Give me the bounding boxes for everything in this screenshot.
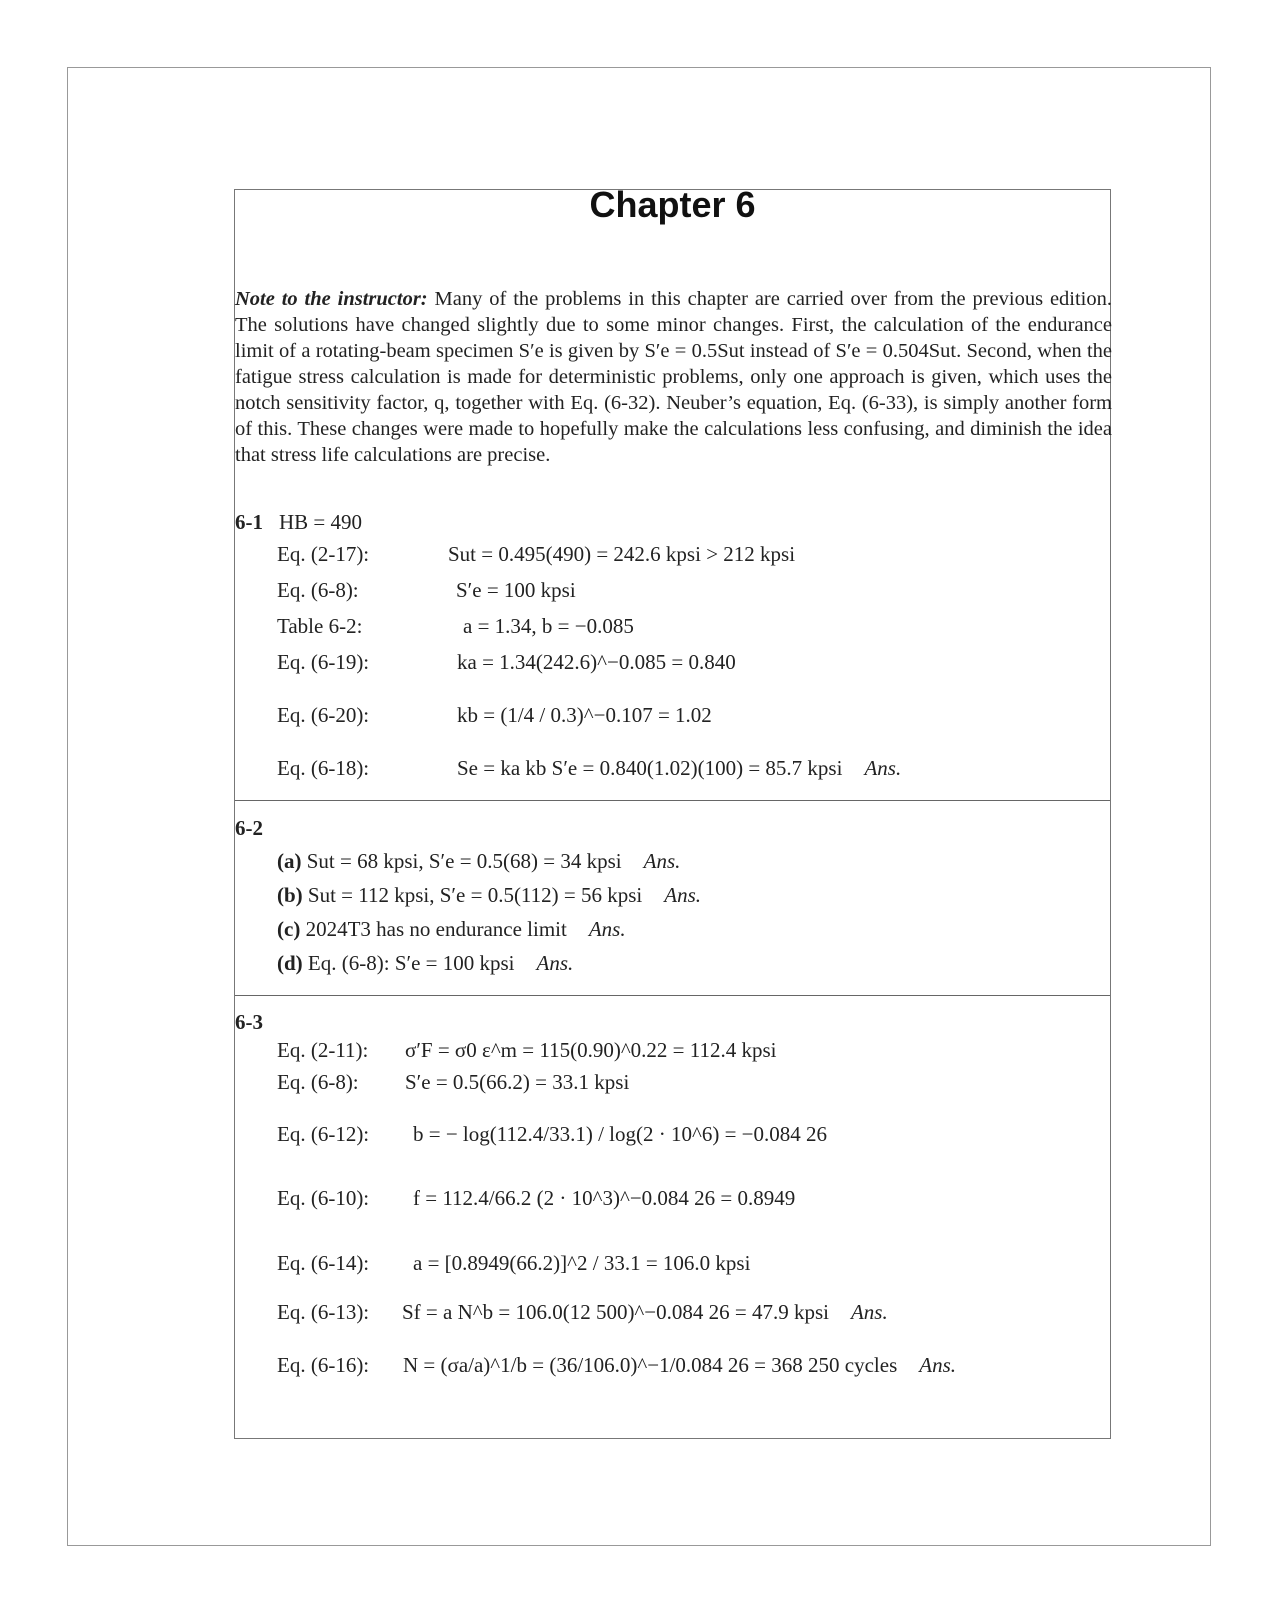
equation: σ′F = σ0 ε^m = 115(0.90)^0.22 = 112.4 kpsi xyxy=(405,1038,777,1062)
equation: f = 112.4/66.2 (2 · 10^3)^−0.084 26 = 0.8949 xyxy=(413,1186,796,1210)
eq-label: Eq. (6-16): xyxy=(277,1353,370,1377)
answer-marker: Ans. xyxy=(643,849,681,873)
equation: a = 1.34, b = −0.085 xyxy=(463,614,634,638)
eq-label: Eq. (6-8): xyxy=(277,1070,359,1094)
part-tag: (b) xyxy=(277,883,303,907)
answer-marker: Ans. xyxy=(536,951,574,975)
equation: b = − log(112.4/33.1) / log(2 · 10^6) = −0.084 26 xyxy=(413,1122,828,1146)
equation: S′e = 100 kpsi xyxy=(456,578,576,602)
answer-marker: Ans. xyxy=(864,756,902,780)
part-tag: (a) xyxy=(277,849,302,873)
problem-6-1-number: 6-1 xyxy=(235,510,263,534)
eq-label: Eq. (2-17): xyxy=(277,542,370,566)
eq-label: Eq. (6-20): xyxy=(277,703,370,727)
answer-marker: Ans. xyxy=(588,917,626,941)
solutions-box xyxy=(234,184,1113,1439)
equation: Sut = 68 kpsi, S′e = 0.5(68) = 34 kpsi xyxy=(306,849,622,873)
eq-label: Eq. (6-19): xyxy=(277,650,370,674)
problem-6-3-number: 6-3 xyxy=(235,1010,263,1034)
equation: Sf = a N^b = 106.0(12 500)^−0.084 26 = 47.9 kpsi xyxy=(402,1300,829,1324)
section-divider xyxy=(235,995,1110,996)
chapter-title: Chapter 6 xyxy=(589,184,756,225)
note-lead: Note to the instructor: xyxy=(235,288,428,310)
equation-with-answer xyxy=(277,849,680,874)
equation-with-answer xyxy=(277,917,626,942)
answer-marker: Ans. xyxy=(664,883,702,907)
equation-with-answer xyxy=(457,756,901,781)
equation-with-answer xyxy=(403,1353,956,1378)
eq-label: Eq. (6-8): xyxy=(277,578,359,602)
equation: 2024T3 has no endurance limit xyxy=(305,917,567,941)
equation: N = (σa/a)^1/b = (36/106.0)^−1/0.084 26 = 368 250 cycles xyxy=(403,1353,898,1377)
instructor-note xyxy=(235,286,1112,468)
section-divider xyxy=(235,800,1110,801)
equation: a = [0.8949(66.2)]^2 / 33.1 = 106.0 kpsi xyxy=(413,1251,751,1275)
eq-label: Eq. (6-10): xyxy=(277,1186,370,1210)
equation: Sut = 112 kpsi, S′e = 0.5(112) = 56 kpsi xyxy=(307,883,643,907)
equation: kb = (1/4 / 0.3)^−0.107 = 1.02 xyxy=(457,703,712,727)
equation-with-answer xyxy=(277,951,573,976)
eq-label: Eq. (6-14): xyxy=(277,1251,370,1275)
answer-marker: Ans. xyxy=(919,1353,956,1377)
eq-label: Eq. (6-18): xyxy=(277,756,370,780)
eq-label: Eq. (2-11): xyxy=(277,1038,369,1062)
equation: Eq. (6-8): S′e = 100 kpsi xyxy=(307,951,515,975)
problem-6-1-given: HB = 490 xyxy=(279,510,363,534)
eq-label: Eq. (6-12): xyxy=(277,1122,370,1146)
eq-label: Eq. (6-13): xyxy=(277,1300,370,1324)
problem-6-2-number: 6-2 xyxy=(235,816,263,840)
part-tag: (c) xyxy=(277,917,301,941)
part-tag: (d) xyxy=(277,951,303,975)
equation-with-answer xyxy=(402,1300,888,1325)
equation: Sut = 0.495(490) = 242.6 kpsi > 212 kpsi xyxy=(448,542,796,566)
equation: Se = ka kb S′e = 0.840(1.02)(100) = 85.7 kpsi xyxy=(457,756,843,780)
equation: S′e = 0.5(66.2) = 33.1 kpsi xyxy=(405,1070,630,1094)
equation-with-answer xyxy=(277,883,701,908)
note-text: Many of the problems in this chapter are carried over from the previous edition. The solutions have changed slightly due to some minor changes. First, the calculation of the endurance limit of a rotating-beam specimen S′e is given by S′e = 0.5Sut instead of S′e = 0.504Sut. Second, when the fatigue stress calculation is made for deterministic problems, only one approach is given, which uses the notch sensitivity factor, q, together with Eq. (6-32). Neuber’s equation, Eq. (6-33), is simply another form of this. These changes were made to hopefully make the calculations less confusing, and diminish the idea that stress life calculations are precise. xyxy=(235,288,1113,466)
answer-marker: Ans. xyxy=(850,1300,888,1324)
equation: ka = 1.34(242.6)^−0.085 = 0.840 xyxy=(457,650,736,674)
eq-label: Table 6-2: xyxy=(277,614,363,638)
